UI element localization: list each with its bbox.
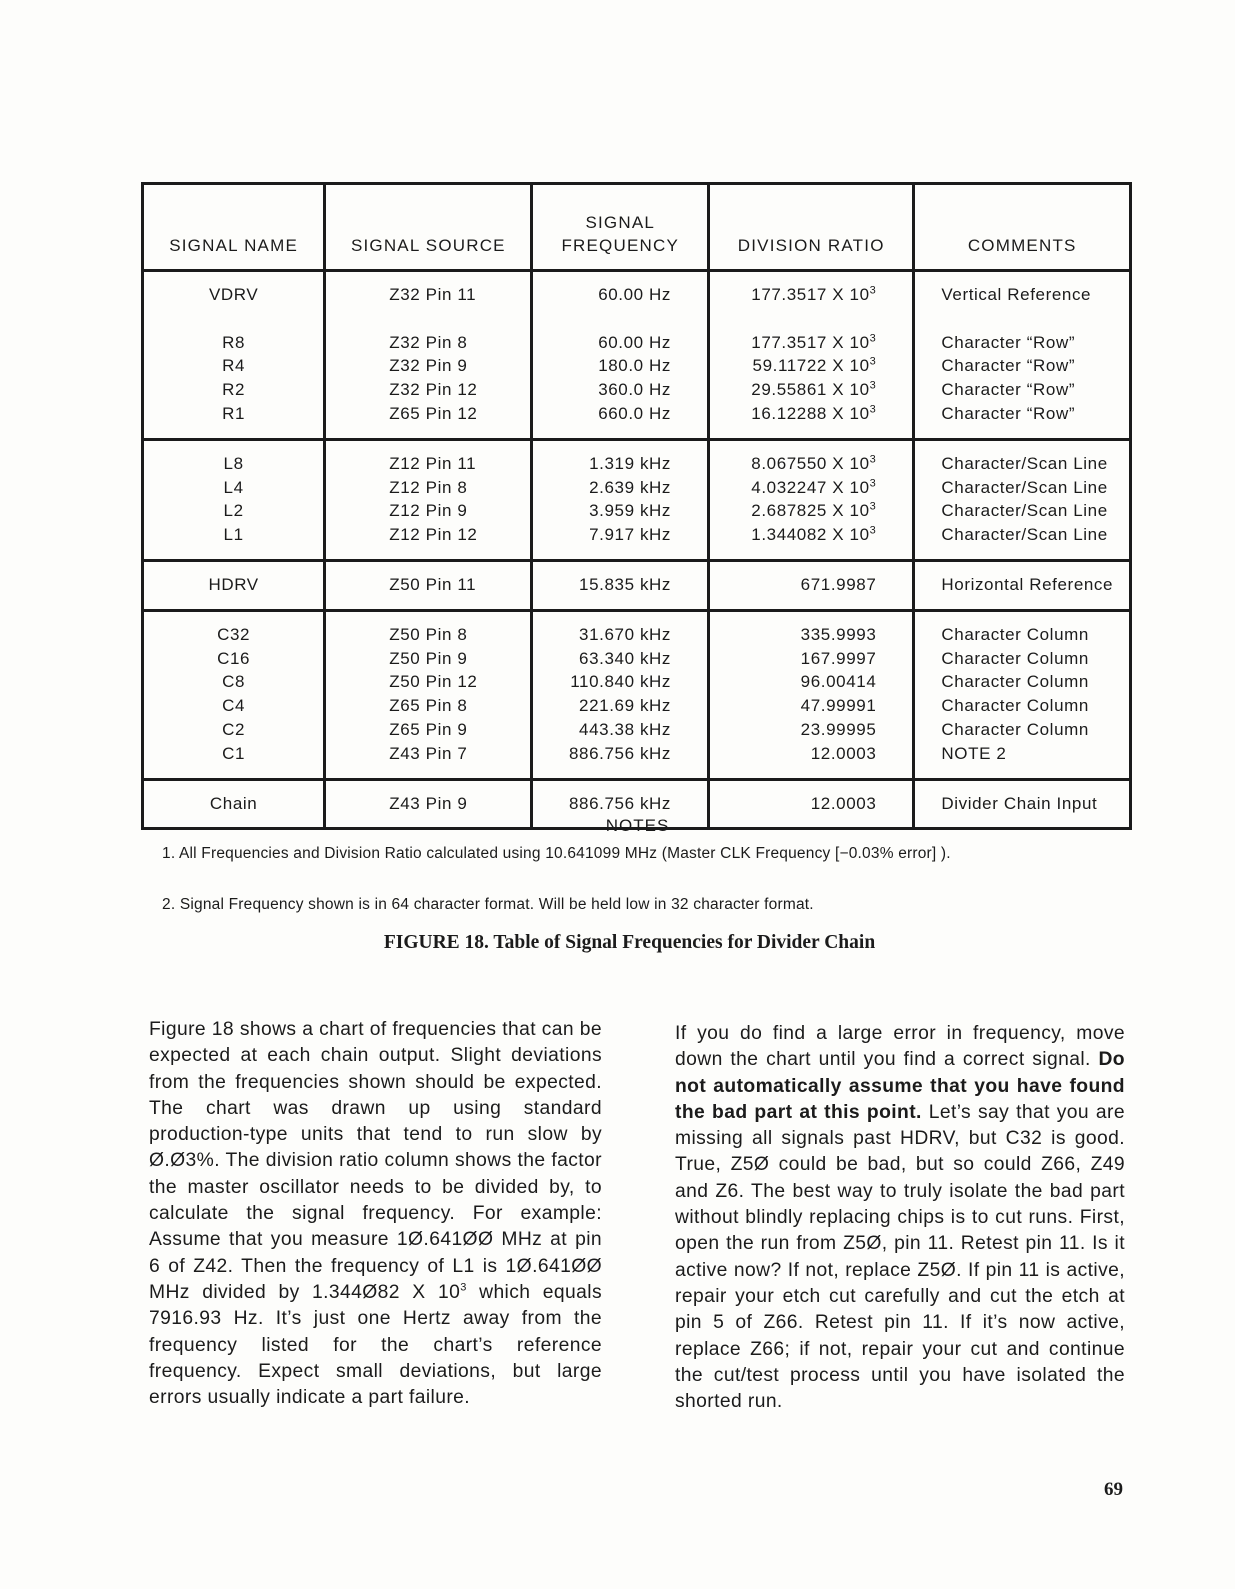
note-2: 2. Signal Frequency shown is in 64 character format. Will be held low in 32 character format. (162, 896, 814, 913)
signal-frequency: 1.319 kHz (589, 453, 672, 473)
left-text-part2: which equals 7916.93 Hz. It’s just one Hertz away from the frequency listed for the chart’s reference frequency. Expect small deviations, but large errors usually indicate a part failure. (149, 1281, 603, 1409)
left-text-part1: Figure 18 shows a chart of frequencies that can be expected at each chain output. Slight deviations from the frequencies shown should be expected. The chart was drawn up using standard production-type units that tend to run slow by Ø.Ø3%. The division ratio column shows the factor the master oscillator needs to be divided by, to calculate the signal frequency. For example: Assume that you measure 1Ø.641ØØ MHz at pin 6 of Z42. Then the frequency of L1 is 1Ø.641ØØ MHz divided by 1.344Ø82 X 10 (149, 1019, 603, 1303)
header-signal-frequency (532, 184, 709, 271)
body-text-right-column (675, 1021, 1125, 1415)
division-ratio-cell (709, 560, 914, 610)
division-ratio: 12.0003 (810, 743, 877, 763)
division-ratio: 167.9997 (800, 648, 877, 668)
comment: Character Column (941, 696, 1089, 716)
comment: Character “Row” (941, 332, 1076, 352)
table-row-group (143, 439, 1131, 560)
table-row (143, 271, 1131, 440)
signal-name: VDRV (208, 285, 259, 304)
body-text-left-column (149, 1017, 602, 1411)
notes-heading: NOTES (605, 816, 670, 835)
signal-frequency: 2.639 kHz (589, 477, 672, 497)
division-ratio-cell (709, 610, 914, 779)
signal-name: R8 (222, 332, 246, 352)
signal-frequency: 7.917 kHz (589, 525, 672, 545)
header-freq-line1: SIGNAL (585, 213, 656, 232)
signal-source: Z50 Pin 9 (389, 648, 468, 668)
header-comments: COMMENTS (914, 184, 1131, 271)
division-ratio: 177.3517 X $10^3$ (751, 331, 877, 352)
comment-cell (914, 439, 1131, 560)
signal-frequency: 60.00 Hz (598, 285, 672, 304)
division-ratio: 8.067550 X $10^3$ (751, 453, 877, 473)
signal-frequency: 221.69 kHz (579, 696, 672, 716)
comment: Character/Scan Line (941, 477, 1108, 497)
signal-name: R2 (222, 380, 246, 400)
table-row-group (143, 271, 1131, 440)
signal-name: R1 (222, 403, 246, 423)
comment: Character “Row” (941, 403, 1076, 423)
right-text-part1: If you do find a large error in frequency, move down the chart until you find a correct signal. (675, 1023, 1125, 1071)
signal-frequency-cell (532, 271, 709, 440)
table-header-row (143, 184, 1131, 271)
signal-name: R4 (222, 356, 246, 376)
comment-cell (914, 560, 1131, 610)
comment: NOTE 2 (941, 743, 1007, 763)
comment-cell (914, 610, 1131, 779)
signal-frequency: 660.0 Hz (598, 403, 672, 423)
comment: Character Column (941, 624, 1089, 644)
division-ratio: 335.9993 (800, 624, 877, 644)
ratio-exponent: 3 (869, 355, 877, 368)
division-ratio-cell (709, 271, 914, 440)
ratio-exponent: 3 (869, 331, 877, 344)
table-row (143, 439, 1131, 560)
page-number: 69 (1104, 1479, 1123, 1500)
signal-frequency: 63.340 kHz (579, 648, 672, 668)
comment: Character Column (941, 648, 1089, 668)
division-ratio: 29.55861 X $10^3$ (751, 379, 877, 400)
signal-name: L8 (223, 453, 244, 473)
signal-source: Z43 Pin 9 (389, 793, 468, 813)
division-ratio: 23.99995 (800, 719, 877, 739)
comment: Horizontal Reference (941, 574, 1114, 594)
signal-frequency: 110.840 kHz (570, 672, 672, 692)
ratio-exponent: 3 (869, 476, 877, 489)
signal-source: Z12 Pin 12 (389, 525, 478, 545)
header-signal-source: SIGNAL SOURCE (325, 184, 532, 271)
signal-frequency: 180.0 Hz (598, 356, 672, 376)
signal-name: HDRV (208, 574, 259, 594)
signal-name: Chain (209, 793, 258, 813)
signal-frequency: 443.38 kHz (579, 719, 672, 739)
signal-source: Z65 Pin 9 (389, 719, 468, 739)
note-1: 1. All Frequencies and Division Ratio calculated using 10.641099 MHz (Master CLK Frequency [−0.03% error] ). (162, 845, 951, 862)
signal-source: Z65 Pin 12 (389, 403, 478, 423)
signal-source: Z32 Pin 11 (389, 285, 477, 304)
signal-source: Z43 Pin 7 (389, 743, 468, 763)
signal-frequency-cell (532, 560, 709, 610)
comment: Character “Row” (941, 356, 1076, 376)
signal-frequency: 31.670 kHz (579, 624, 672, 644)
division-ratio: 47.99991 (800, 696, 877, 716)
signal-source: Z12 Pin 9 (389, 501, 468, 521)
table-row-group (143, 610, 1131, 779)
signal-source: Z50 Pin 12 (389, 672, 478, 692)
signal-name: C1 (222, 743, 246, 763)
comment: Character/Scan Line (941, 501, 1108, 521)
signal-source: Z12 Pin 8 (389, 477, 468, 497)
signal-source-cell (325, 271, 532, 440)
signal-name: C8 (222, 672, 246, 692)
signal-frequency: 60.00 Hz (598, 332, 672, 352)
header-division-ratio: DIVISION RATIO (709, 184, 914, 271)
signal-source: Z50 Pin 8 (389, 624, 468, 644)
signal-name-cell (143, 439, 325, 560)
signal-frequency-cell (532, 439, 709, 560)
comment: Character/Scan Line (941, 525, 1108, 545)
comment: Character/Scan Line (941, 453, 1108, 473)
signal-name: C16 (217, 648, 251, 668)
ratio-exponent: 3 (869, 403, 877, 416)
signal-source-cell (325, 610, 532, 779)
signal-frequency: 886.756 kHz (568, 743, 672, 763)
division-ratio: 177.3517 X $10^3$ (751, 284, 877, 304)
signal-source-cell (325, 560, 532, 610)
left-text-exponent: 3 (460, 1281, 467, 1294)
division-ratio: 671.9987 (800, 574, 877, 594)
signal-frequency: 360.0 Hz (598, 380, 672, 400)
comment: Character “Row” (941, 380, 1076, 400)
comment: Divider Chain Input (941, 793, 1098, 813)
comment: Vertical Reference (941, 285, 1092, 304)
ratio-exponent: 3 (869, 379, 877, 392)
ratio-exponent: 3 (869, 453, 877, 466)
signal-source: Z65 Pin 8 (389, 696, 468, 716)
division-ratio: 1.344082 X $10^3$ (751, 524, 877, 545)
signal-name-cell (143, 271, 325, 440)
signal-name: L1 (223, 525, 244, 545)
signal-name: C4 (222, 696, 246, 716)
signal-frequency-table (141, 182, 1132, 830)
ratio-exponent: 3 (869, 524, 877, 537)
signal-frequency: 886.756 kHz (568, 793, 672, 813)
signal-name-cell (143, 560, 325, 610)
signal-name-cell (143, 610, 325, 779)
signal-name: C2 (222, 719, 246, 739)
division-ratio: 59.11722 X $10^3$ (752, 355, 877, 376)
signal-frequency: 3.959 kHz (589, 501, 672, 521)
division-ratio: 4.032247 X $10^3$ (751, 476, 877, 497)
header-freq-line2: FREQUENCY (561, 236, 679, 255)
division-ratio: 16.12288 X $10^3$ (751, 403, 877, 423)
signal-name: C32 (217, 624, 251, 644)
signal-source: Z32 Pin 12 (389, 380, 478, 400)
figure-caption: FIGURE 18. Table of Signal Frequencies for Divider Chain (383, 932, 876, 953)
signal-source: Z12 Pin 11 (389, 453, 477, 473)
header-signal-name: SIGNAL NAME (143, 184, 325, 271)
signal-frequency-cell (532, 610, 709, 779)
right-text-bold-warning: Do not automatically assume that you have found the bad part at this point. (675, 1049, 1125, 1123)
signal-frequency: 15.835 kHz (579, 574, 672, 594)
division-ratio: 12.0003 (810, 793, 877, 813)
ratio-exponent: 3 (869, 500, 877, 513)
comment: Character Column (941, 672, 1089, 692)
signal-source: Z50 Pin 11 (389, 574, 477, 594)
table-row (143, 560, 1131, 610)
signal-source-cell (325, 439, 532, 560)
division-ratio: 2.687825 X $10^3$ (751, 500, 877, 521)
division-ratio: 96.00414 (800, 672, 877, 692)
signal-source: Z32 Pin 9 (389, 356, 468, 376)
comment-cell (914, 271, 1131, 440)
table-row-group (143, 560, 1131, 610)
table-row (143, 610, 1131, 779)
signal-name: L2 (223, 501, 244, 521)
right-text-part2: Let’s say that you are missing all signals past HDRV, but C32 is good. True, Z5Ø could be bad, but so could Z66, Z49 and Z6. The best way to truly isolate the bad part without blindly replacing chips is to cut runs. First, open the run from Z5Ø, pin 11. Retest pin 11. Is it active now? If not, replace Z5Ø. If pin 11 is active, repair your etch cut carefully and cut the etch at pin 5 of Z66. Retest pin 11. If it’s now active, replace Z66; if not, repair your cut and continue the cut/test process until you have isolated the shorted run. (675, 1101, 1125, 1413)
comment: Character Column (941, 719, 1089, 739)
ratio-exponent: 3 (869, 284, 877, 297)
signal-name: L4 (223, 477, 244, 497)
signal-source: Z32 Pin 8 (389, 332, 468, 352)
division-ratio-cell (709, 439, 914, 560)
